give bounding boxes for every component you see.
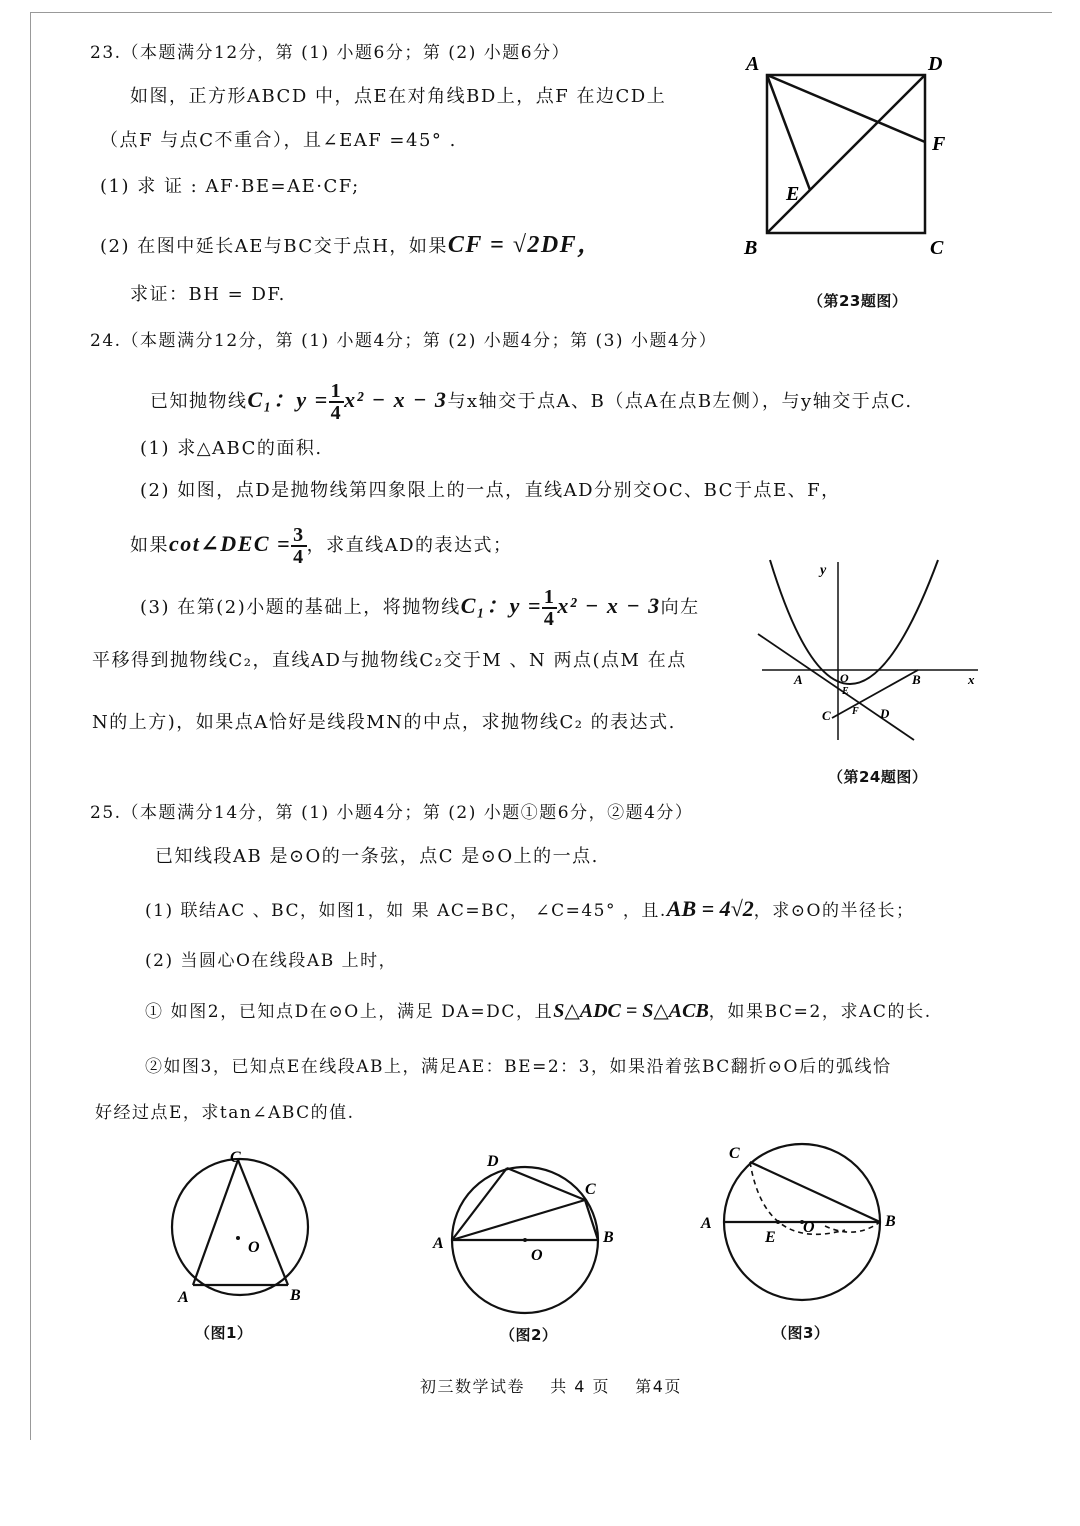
label-o: O	[248, 1239, 260, 1256]
q23-part2-math: CF = √2DF，	[447, 232, 603, 258]
label-b: B	[603, 1229, 614, 1246]
segment-ac	[452, 1200, 585, 1240]
q25-part2-2b: 好经过点E，求tan∠ABC的值.	[95, 1103, 355, 1123]
label-d: D	[487, 1153, 499, 1170]
q25-part2-1	[145, 1000, 932, 1023]
label-b: B	[290, 1287, 301, 1304]
q24-line1	[150, 378, 913, 424]
q25-figure2	[425, 1142, 625, 1322]
page-border-top	[30, 12, 1052, 13]
label-a: A	[178, 1289, 189, 1306]
q23-conclusion: 求证：BH = DF.	[130, 284, 286, 305]
q23-header: 23.（本题满分12分，第 (1) 小题6分；第 (2) 小题6分）	[90, 43, 571, 63]
q25-part2-2a: ②如图3，已知点E在线段AB上，满足AE：BE=2：3，如果沿着弦BC翻折⊙O后的弧线恰	[145, 1057, 892, 1077]
q25-figure3	[695, 1140, 905, 1318]
q25-part1	[145, 898, 914, 922]
q24-cot-den: 4	[293, 546, 305, 568]
q24-part3-y-eq: y =	[509, 593, 542, 618]
q25-part1-b: ，求⊙O的半径长；	[753, 901, 915, 921]
folded-arc-tail	[825, 1222, 880, 1232]
q24-y-eq: y =	[296, 387, 329, 412]
label-f: F	[932, 133, 946, 155]
label-b: B	[885, 1213, 896, 1230]
point-e	[776, 1220, 780, 1224]
label-f: F	[852, 706, 859, 717]
q24-part3-line2: 平移得到抛物线C₂，直线AD与抛物线C₂交于M 、N 两点(点M 在点	[92, 650, 687, 671]
label-e: E	[765, 1229, 776, 1246]
footer-total: 共 4 页	[550, 1377, 611, 1396]
q25-part2: (2) 当圆心O在线段AB 上时，	[145, 951, 398, 971]
label-a: A	[794, 672, 803, 687]
q23-line1: 如图，正方形ABCD 中，点E在对角线BD上，点F 在边CD上	[130, 86, 667, 107]
q24-part3-poly: x² − x − 3	[557, 593, 661, 618]
label-b: B	[744, 237, 758, 259]
q24-cot-math: cot∠DEC =	[169, 531, 292, 556]
center-point	[236, 1236, 240, 1240]
q25-line1: 已知线段AB 是⊙O的一条弦，点C 是⊙O上的一点.	[155, 846, 599, 867]
q24-curve1: C₁：	[247, 387, 297, 412]
circle-o	[172, 1159, 308, 1295]
diagonal-bd	[767, 75, 925, 233]
label-c: C	[930, 237, 944, 259]
q24-frac-num: 1	[330, 380, 343, 402]
label-a: A	[433, 1235, 444, 1252]
label-o: O	[803, 1219, 815, 1236]
q23-line2: （点F 与点C不重合），且∠EAF =45° .	[100, 130, 457, 151]
label-y: y	[820, 563, 827, 578]
q25-part1-math: AB = 4√2	[666, 896, 754, 921]
segment-cb	[238, 1160, 288, 1285]
label-b: B	[912, 672, 921, 687]
q23-figure	[740, 48, 960, 266]
q24-fraction	[329, 381, 345, 423]
segment-af	[767, 75, 925, 142]
q25-caption-fig3: （图3）	[772, 1324, 830, 1342]
q24-cot-fraction	[291, 525, 307, 567]
label-c: C	[822, 708, 831, 723]
label-d: D	[928, 53, 943, 75]
q24-line1-b: 与x轴交于点A、B（点A在点B左侧），与y轴交于点C.	[447, 391, 913, 412]
footer-title: 初三数学试卷	[420, 1377, 526, 1396]
page-border-left	[30, 12, 31, 1440]
q25-part2-1a: ① 如图2，已知点D在⊙O上，满足 DA=DC，且	[145, 1002, 554, 1022]
q24-part1: (1) 求△ABC的面积.	[140, 438, 323, 459]
q23-part2-text: (2) 在图中延长AE与BC交于点H，如果	[100, 236, 448, 257]
q25-part2-1b: ，如果BC=2，求AC的长.	[708, 1002, 932, 1022]
q24-part3	[140, 584, 700, 630]
q24-part3-b: 向左	[660, 597, 700, 618]
q24-poly: x² − x − 3	[344, 387, 448, 412]
footer-page: 第4页	[635, 1377, 682, 1396]
line-ad	[758, 634, 914, 740]
label-c: C	[585, 1181, 596, 1198]
segment-ae	[767, 75, 810, 190]
parabola-c1	[770, 560, 938, 684]
label-e: E	[786, 183, 800, 205]
q23-caption: （第23题图）	[808, 292, 908, 310]
label-c: C	[729, 1145, 740, 1162]
q24-part3-fraction	[542, 587, 558, 629]
q25-caption-fig2: （图2）	[500, 1326, 558, 1344]
q25-caption-fig1: （图1）	[195, 1324, 253, 1342]
q24-part3-frac-num: 1	[543, 586, 556, 608]
q23-part1: (1) 求 证 : AF·BE=AE·CF;	[100, 176, 360, 197]
q25-part1-a: (1) 联结AC 、BC，如图1，如 果 AC=BC， ∠C=45° ，且.	[145, 901, 667, 921]
center-point	[523, 1238, 527, 1242]
label-o: O	[840, 671, 849, 685]
q24-part2: (2) 如图，点D是抛物线第四象限上的一点，直线AD分别交OC、BC于点E、F，	[140, 480, 841, 501]
label-a: A	[701, 1215, 712, 1232]
label-o: O	[531, 1247, 543, 1264]
q24-header: 24.（本题满分12分，第 (1) 小题4分；第 (2) 小题4分；第 (3) 小题4分）	[90, 331, 718, 351]
label-x: x	[968, 672, 975, 687]
segment-ca	[193, 1160, 238, 1285]
q24-caption: （第24题图）	[828, 768, 928, 786]
q24-part3-line3: N的上方)，如果点A恰好是线段MN的中点，求抛物线C₂ 的表达式.	[92, 712, 676, 733]
q24-part3-curve: C₁：	[460, 593, 510, 618]
q24-part2-cot	[130, 520, 513, 570]
q24-part3-a: (3) 在第(2)小题的基础上，将抛物线	[140, 597, 461, 618]
label-e: E	[842, 686, 849, 697]
q25-header: 25.（本题满分14分，第 (1) 小题4分；第 (2) 小题①题6分，②题4分）	[90, 803, 694, 823]
q24-frac-den: 4	[330, 402, 343, 424]
q24-cot-num: 3	[293, 524, 305, 546]
label-d: D	[880, 706, 890, 721]
q24-part2b-a: 如果	[130, 535, 169, 556]
q25-part2-1math: S△ADC = S△ACB	[553, 1000, 709, 1022]
q24-part3-frac-den: 4	[543, 608, 556, 630]
label-a: A	[746, 53, 760, 75]
q24-figure	[752, 558, 984, 748]
q23-part2	[100, 234, 603, 258]
q25-figure1	[160, 1142, 330, 1312]
page-footer	[420, 1376, 682, 1398]
label-c: C	[230, 1149, 241, 1166]
q24-part2b-b: ，求直线AD的表达式；	[306, 535, 513, 556]
q24-line1-a: 已知抛物线	[150, 391, 248, 412]
